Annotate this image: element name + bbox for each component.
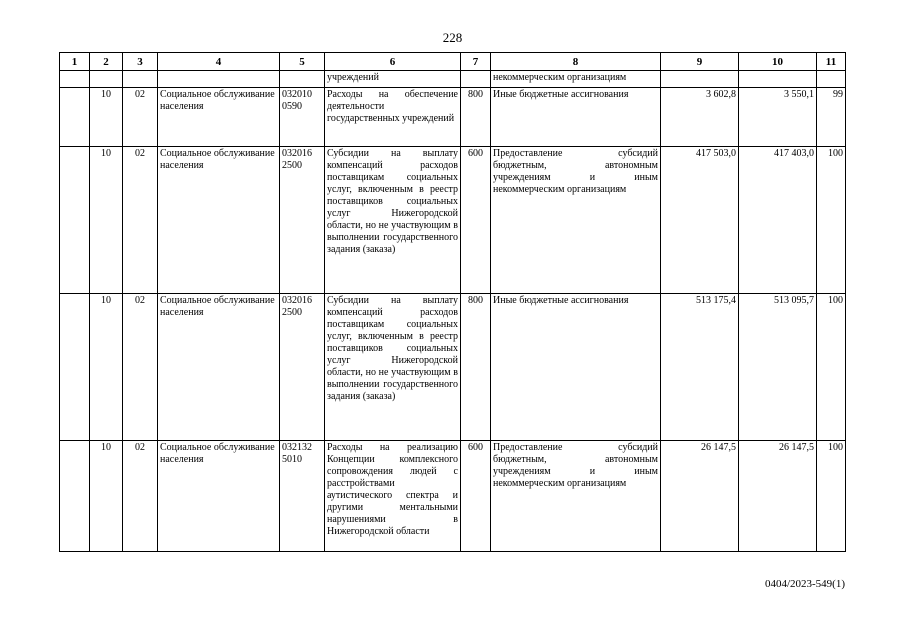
header-row <box>60 53 846 71</box>
cell-col-5: 032016 2500 <box>280 147 325 294</box>
cell-col-10 <box>739 71 817 88</box>
cell-col-5: 032010 0590 <box>280 88 325 147</box>
cell-col-7: 800 <box>461 88 491 147</box>
cell-col-8: Иные бюджетные ассигнования <box>491 294 661 441</box>
cell-col-3: 02 <box>123 147 158 294</box>
table-row <box>60 88 846 147</box>
cell-col-1 <box>60 294 90 441</box>
cell-col-11: 100 <box>817 441 846 552</box>
cell-col-8: некоммерческим организациям <box>491 71 661 88</box>
table-row-continuation <box>60 71 846 88</box>
cell-col-10: 513 095,7 <box>739 294 817 441</box>
cell-col-11: 100 <box>817 294 846 441</box>
cell-col-5: 032016 2500 <box>280 294 325 441</box>
cell-col-6: Субсидии на выплату компенсаций расходов поставщикам социальных услуг, включенным в реестр поставщиков социальных услуг Нижегородской области, но не участвующим в выполнении государственного задания (заказа) <box>325 294 461 441</box>
cell-col-4: Социальное обслуживание населения <box>158 147 280 294</box>
cell-col-3: 02 <box>123 294 158 441</box>
table-row <box>60 294 846 441</box>
cell-col-2 <box>90 71 123 88</box>
cell-col-4: Социальное обслуживание населения <box>158 88 280 147</box>
cell-col-3: 02 <box>123 88 158 147</box>
budget-table <box>59 52 846 552</box>
cell-col-1 <box>60 441 90 552</box>
cell-col-2: 10 <box>90 294 123 441</box>
cell-col-2: 10 <box>90 441 123 552</box>
cell-col-2: 10 <box>90 88 123 147</box>
cell-col-11: 99 <box>817 88 846 147</box>
cell-col-6: учреждений <box>325 71 461 88</box>
table-row <box>60 441 846 552</box>
header-col-1: 1 <box>60 53 90 71</box>
cell-col-3: 02 <box>123 441 158 552</box>
cell-col-1 <box>60 147 90 294</box>
cell-col-5 <box>280 71 325 88</box>
header-col-8: 8 <box>491 53 661 71</box>
cell-col-9 <box>661 71 739 88</box>
cell-col-1 <box>60 71 90 88</box>
header-col-3: 3 <box>123 53 158 71</box>
cell-col-7: 600 <box>461 147 491 294</box>
cell-col-9: 3 602,8 <box>661 88 739 147</box>
header-col-10: 10 <box>739 53 817 71</box>
cell-col-9: 513 175,4 <box>661 294 739 441</box>
cell-col-3 <box>123 71 158 88</box>
cell-col-1 <box>60 88 90 147</box>
cell-col-10: 417 403,0 <box>739 147 817 294</box>
cell-col-10: 26 147,5 <box>739 441 817 552</box>
page-number: 228 <box>442 30 463 45</box>
cell-col-6: Расходы на обеспечение деятельности государственных учреждений <box>325 88 461 147</box>
header-col-9: 9 <box>661 53 739 71</box>
cell-col-8: Предоставление субсидий бюджетным, автономным учреждениям и иным некоммерческим организациям <box>491 147 661 294</box>
cell-col-8: Иные бюджетные ассигнования <box>491 88 661 147</box>
cell-col-4: Социальное обслуживание населения <box>158 441 280 552</box>
cell-col-10: 3 550,1 <box>739 88 817 147</box>
cell-col-5: 032132 5010 <box>280 441 325 552</box>
cell-col-4: Социальное обслуживание населения <box>158 294 280 441</box>
cell-col-8: Предоставление субсидий бюджетным, автономным учреждениям и иным некоммерческим организациям <box>491 441 661 552</box>
header-col-6: 6 <box>325 53 461 71</box>
table-row <box>60 147 846 294</box>
cell-col-9: 417 503,0 <box>661 147 739 294</box>
header-col-7: 7 <box>461 53 491 71</box>
cell-col-6: Субсидии на выплату компенсаций расходов поставщикам социальных услуг, включенным в реестр поставщиков социальных услуг Нижегородской области, но не участвующим в выполнении государственного задания (заказа) <box>325 147 461 294</box>
cell-col-2: 10 <box>90 147 123 294</box>
cell-col-9: 26 147,5 <box>661 441 739 552</box>
header-col-4: 4 <box>158 53 280 71</box>
cell-col-7 <box>461 71 491 88</box>
cell-col-7: 800 <box>461 294 491 441</box>
header-col-11: 11 <box>817 53 846 71</box>
document-code: 0404/2023-549(1) <box>764 578 845 590</box>
cell-col-11 <box>817 71 846 88</box>
cell-col-7: 600 <box>461 441 491 552</box>
cell-col-4 <box>158 71 280 88</box>
header-col-2: 2 <box>90 53 123 71</box>
cell-col-6: Расходы на реализацию Концепции комплексного сопровождения людей с расстройствами аутистического спектра и другими ментальными нарушениями в Нижегородской области <box>325 441 461 552</box>
cell-col-11: 100 <box>817 147 846 294</box>
header-col-5: 5 <box>280 53 325 71</box>
